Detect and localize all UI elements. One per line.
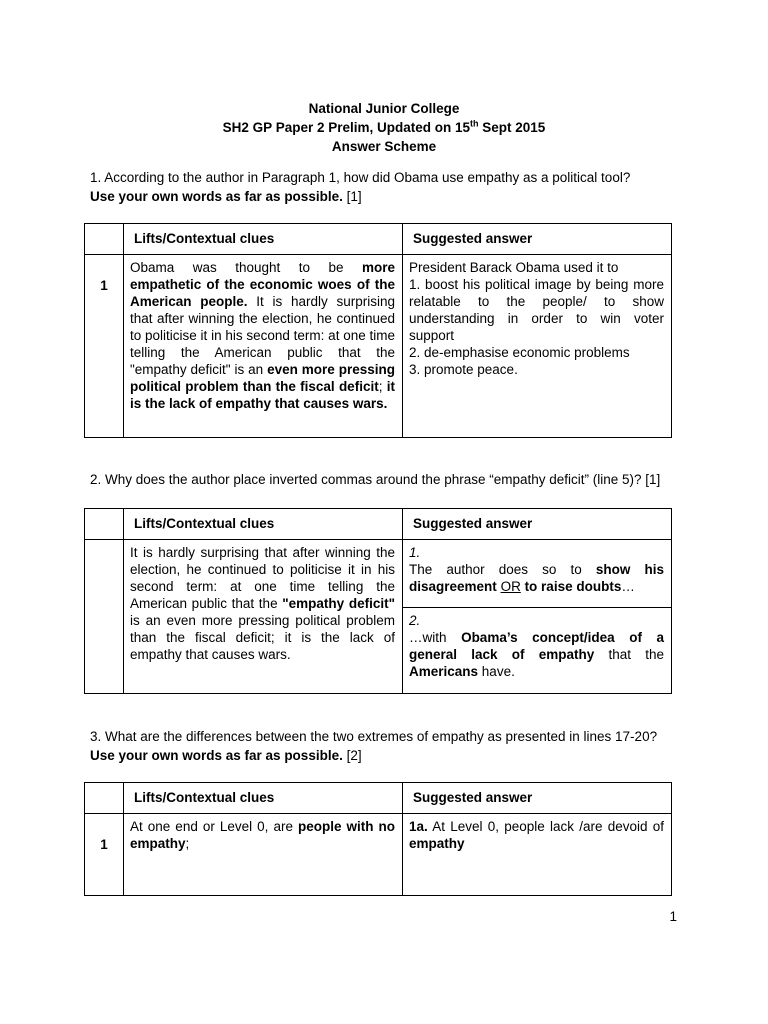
college-name: National Junior College xyxy=(308,101,460,116)
table-row xyxy=(85,540,672,608)
table-row xyxy=(85,814,672,896)
question-1-text: 1. According to the author in Paragraph 1, how did Obama use empathy as a political tool? xyxy=(90,170,631,185)
document-header xyxy=(0,99,768,156)
question-2 xyxy=(90,470,700,489)
row-number: 1 xyxy=(85,814,124,896)
question-1-table xyxy=(84,223,672,438)
row-number-header xyxy=(85,224,124,255)
answer-header: Suggested answer xyxy=(403,224,672,255)
table-header-row xyxy=(85,224,672,255)
answer-header: Suggested answer xyxy=(403,509,672,540)
clue-cell: Obama was thought to be more empathetic of the economic woes of the American people. It is hardly surprising that after winning the election, he continued to politicise it in his second term: at one time telling the American public that the "empathy deficit" is an even more pressing political problem than the fiscal deficit; it is the lack of empathy that causes wars. xyxy=(124,255,403,438)
question-3-instruction: Use your own words as far as possible. [2] xyxy=(90,748,362,763)
answer-header: Suggested answer xyxy=(403,783,672,814)
table-header-row xyxy=(85,783,672,814)
table-row xyxy=(85,255,672,438)
question-3-table xyxy=(84,782,672,896)
answer-cell-2: 2. …with Obama’s concept/idea of a general lack of empathy that the Americans have. xyxy=(403,608,672,694)
paper-title: SH2 GP Paper 2 Prelim, Updated on 15th Sept 2015 xyxy=(222,118,546,135)
page-number: 1 xyxy=(669,909,677,924)
table-header-row xyxy=(85,509,672,540)
question-1 xyxy=(90,168,690,206)
question-2-table xyxy=(84,508,672,694)
clue-cell: At one end or Level 0, are people with no empathy; xyxy=(124,814,403,896)
clues-header: Lifts/Contextual clues xyxy=(124,783,403,814)
question-1-instruction: Use your own words as far as possible. [1] xyxy=(90,189,362,204)
answer-cell: President Barack Obama used it to 1. boost his political image by being more relatable to the people/ to show understanding in order to win voter support 2. de-emphasise economic problems 3. promote peace. xyxy=(403,255,672,438)
answer-scheme-title: Answer Scheme xyxy=(331,139,437,154)
row-number: 1 xyxy=(85,255,124,438)
row-number-header xyxy=(85,509,124,540)
question-2-text: 2. Why does the author place inverted commas around the phrase “empathy deficit” (line 5)? [1] xyxy=(90,472,661,487)
row-number xyxy=(85,540,124,694)
answer-cell: 1a. At Level 0, people lack /are devoid of empathy xyxy=(403,814,672,896)
question-3-text: 3. What are the differences between the two extremes of empathy as presented in lines 17-20? xyxy=(90,729,658,744)
question-3 xyxy=(90,727,700,765)
clue-cell: It is hardly surprising that after winning the election, he continued to politicise it in his second term: at one time telling the American public that the "empathy deficit" is an even more pressing political problem than the fiscal deficit; it is the lack of empathy that causes wars. xyxy=(124,540,403,694)
clues-header: Lifts/Contextual clues xyxy=(124,224,403,255)
clues-header: Lifts/Contextual clues xyxy=(124,509,403,540)
row-number-header xyxy=(85,783,124,814)
answer-cell-1: 1. The author does so to show his disagreement OR to raise doubts… xyxy=(403,540,672,608)
